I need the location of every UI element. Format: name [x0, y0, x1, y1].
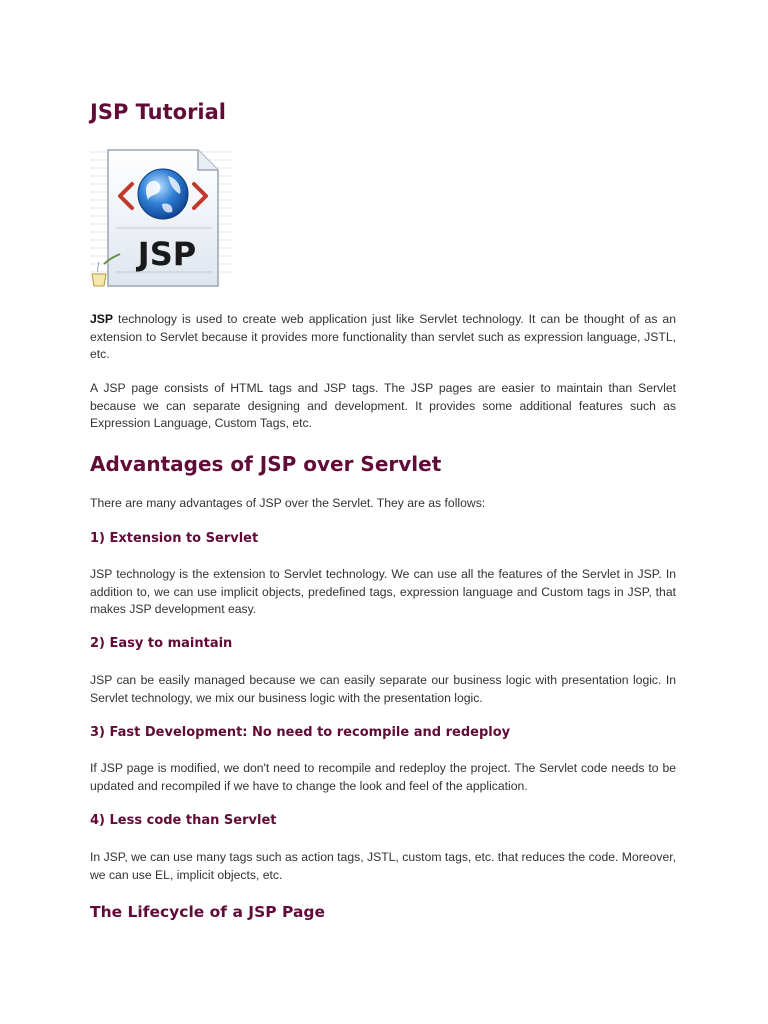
jsp-file-globe-icon [90, 146, 232, 292]
advantage-2-body: JSP can be easily managed because we can easily separate our business logic with presentation logic. In Servlet technology, we mix our business logic with the presentation logic. [90, 673, 676, 705]
advantage-1-body: JSP technology is the extension to Servlet technology. We can use all the features of the Servlet in JSP. In addition to, we can use implicit objects, predefined tags, expression language and Custom tags in JSP, that makes JSP development easy. [90, 567, 676, 616]
advantage-2-heading: 2) Easy to maintain [90, 636, 233, 651]
advantages-lead: There are many advantages of JSP over the Servlet. They are as follows: [90, 496, 486, 510]
advantage-4-heading: 4) Less code than Servlet [90, 813, 277, 828]
advantage-3-heading: 3) Fast Development: No need to recompile and redeploy [90, 725, 511, 740]
lifecycle-heading: The Lifecycle of a JSP Page [90, 903, 326, 921]
page-title: JSP Tutorial [90, 100, 226, 124]
advantage-3-body: If JSP page is modified, we don't need to recompile and redeploy the project. The Servlet code needs to be updated and recompiled if we have to change the look and feel of the application. [90, 761, 676, 793]
jsp-logo [90, 146, 232, 292]
intro-paragraph [90, 311, 676, 364]
intro-text: technology is used to create web application just like Servlet technology. It can be thought of as an extension to Servlet because it provides more functionality than servlet such as expression language, JSTL, etc. [90, 312, 676, 361]
advantage-1-heading: 1) Extension to Servlet [90, 531, 259, 546]
logo-text: JSP [137, 235, 197, 273]
intro-bold: JSP [90, 312, 114, 326]
advantage-4-body: In JSP, we can use many tags such as action tags, JSTL, custom tags, etc. that reduces the code. Moreover, we can use EL, implicit objects, etc. [90, 850, 676, 882]
intro2-paragraph: A JSP page consists of HTML tags and JSP tags. The JSP pages are easier to maintain than Servlet because we can separate designing and development. It provides some additional features such as Expression Language, Custom Tags, etc. [90, 381, 676, 430]
advantages-heading: Advantages of JSP over Servlet [90, 452, 442, 476]
